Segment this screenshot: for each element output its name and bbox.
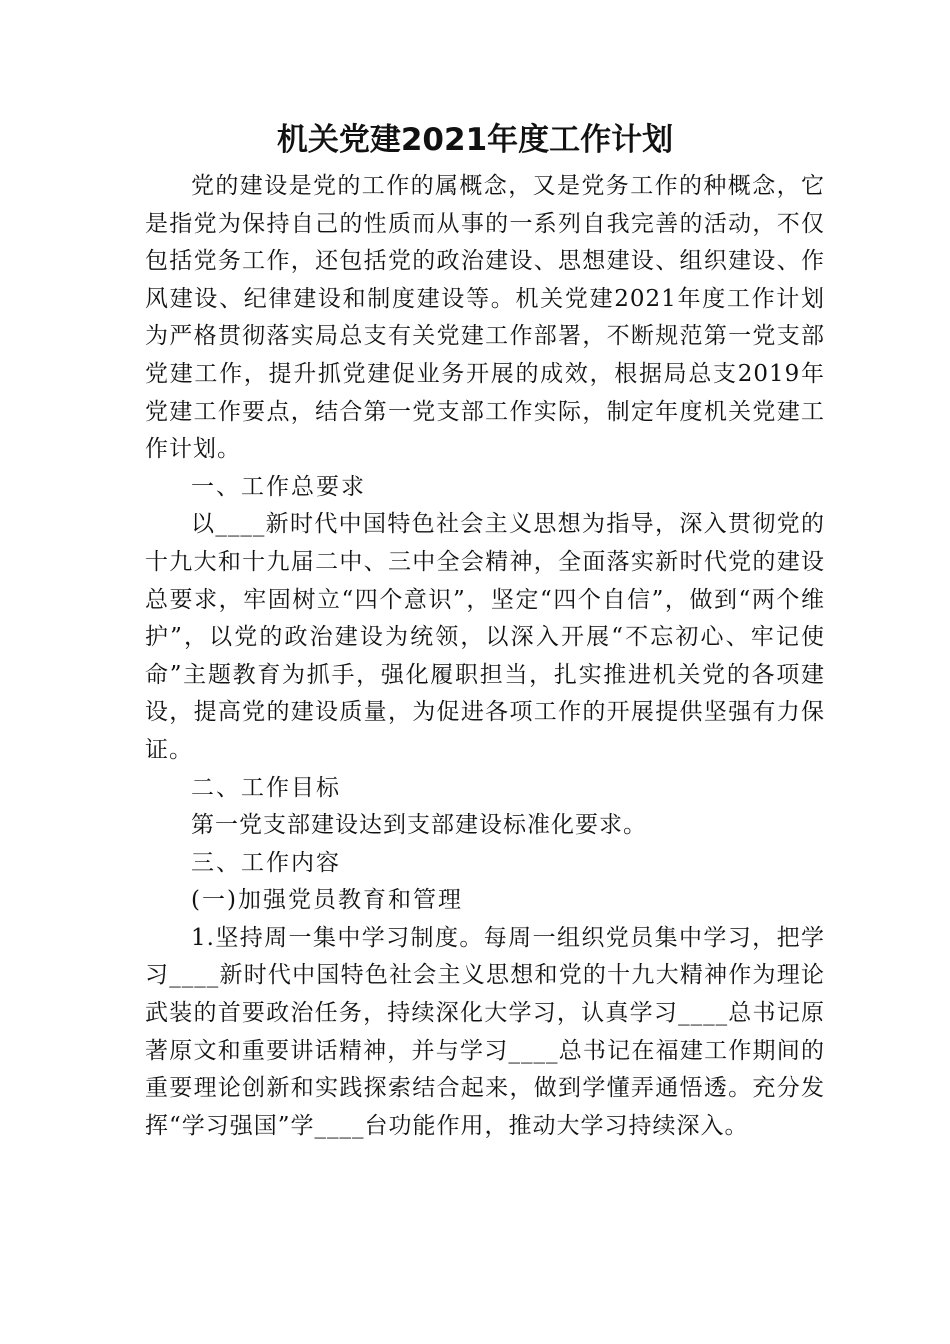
document-body: [145, 168, 825, 1145]
section-1-heading: 一、工作总要求: [191, 473, 366, 500]
section-2-heading: 二、工作目标: [191, 774, 341, 801]
section-1-paragraph: 以____新时代中国特色社会主义思想为指导，深入贯彻党的十九大和十九届二中、三中全会精神，全面落实新时代党的建设总要求，牢固树立“四个意识”，坚定“四个自信”，做到“两个维护”，以党的政治建设为统领，以深入开展“不忘初心、牢记使命”主题教育为抓手，强化履职担当，扎实推进机关党的各项建设，提高党的建设质量，为促进各项工作的开展提供坚强有力保证。: [145, 511, 825, 763]
section-3-heading: 三、工作内容: [191, 849, 341, 876]
subsection-1-heading: (一)加强党员教育和管理: [191, 887, 463, 914]
document-title: 机关党建2021年度工作计划: [276, 122, 674, 158]
intro-paragraph: 党的建设是党的工作的属概念，又是党务工作的种概念，它是指党为保持自己的性质而从事的一系列自我完善的活动，不仅包括党务工作，还包括党的政治建设、思想建设、组织建设、作风建设、纪律建设和制度建设等。机关党建2021年度工作计划为严格贯彻落实局总支有关党建工作部署，不断规范第一党支部党建工作，提升抓党建促业务开展的成效，根据局总支2019年党建工作要点，结合第一党支部工作实际，制定年度机关党建工作计划。: [145, 173, 825, 463]
section-2-paragraph: 第一党支部建设达到支部建设标准化要求。: [191, 812, 647, 839]
item-1-paragraph: 1.坚持周一集中学习制度。每周一组织党员集中学习，把学习____新时代中国特色社会主义思想和党的十九大精神作为理论武装的首要政治任务，持续深化大学习，认真学习____总书记原著原文和重要讲话精神，并与学习____总书记在福建工作期间的重要理论创新和实践探索结合起来，做到学懂弄通悟透。充分发挥“学习强国”学____台功能作用，推动大学习持续深入。: [145, 924, 825, 1139]
